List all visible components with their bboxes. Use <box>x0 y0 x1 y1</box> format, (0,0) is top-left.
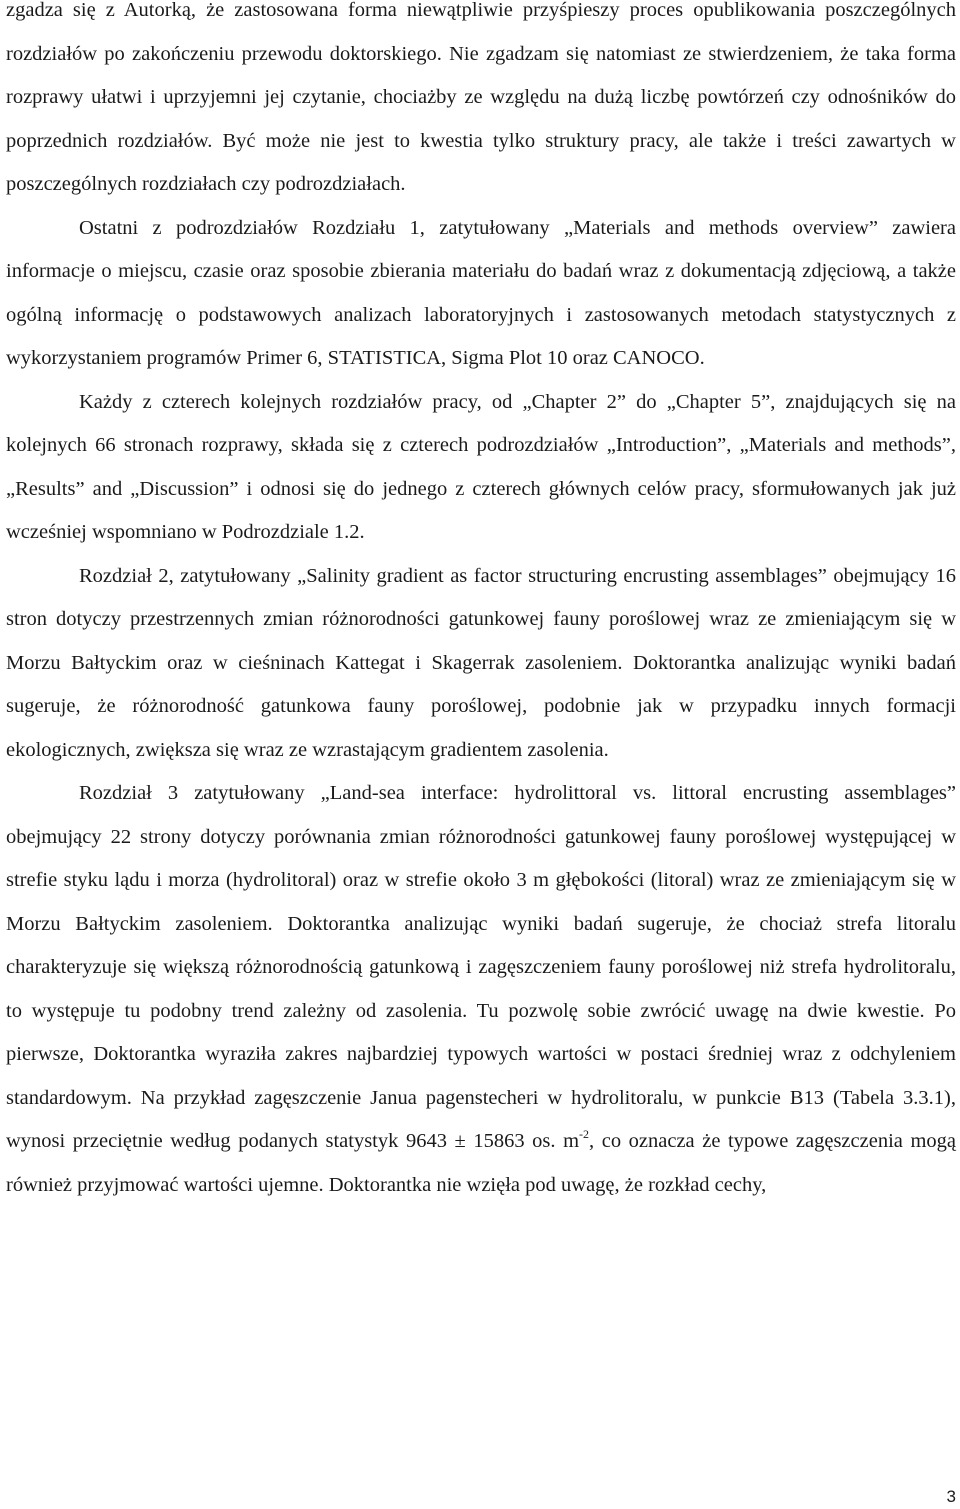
paragraph-5-text-end: , co oznacza że typowe zagęszczenia mogą również przyjmować wartości ujemne. Doktorantka nie wzięła pod uwagę, że rozkład cechy, <box>6 1130 956 1196</box>
document-page <box>6 0 956 1207</box>
paragraph-2: Ostatni z podrozdziałów Rozdziału 1, zatytułowany „Materials and methods overview” zawiera informacje o miejscu, czasie oraz sposobie zbierania materiału do badań wraz z dokumentacją zdjęciową, a także ogólną informację o podstawowych analizach laboratoryjnych i zastosowanych metodach statystycznych z wykorzystaniem programów Primer 6, STATISTICA, Sigma Plot 10 oraz CANOCO. <box>6 216 956 369</box>
paragraph-5 <box>6 772 956 1207</box>
paragraph-4: Rozdział 2, zatytułowany „Salinity gradient as factor structuring encrusting assemblages” obejmujący 16 stron dotyczy przestrzennych zmian różnorodności gatunkowej fauny poroślowej wraz ze zmieniającym się w Morzu Bałtyckim oraz w cieśninach Kattegat i Skagerrak zasoleniem. Doktorantka analizując wyniki badań sugeruje, że różnorodność gatunkowa fauny poroślowej, podobnie jak w przypadku innych formacji ekologicznych, zwiększa się wraz ze wzrastającym gradientem zasolenia. <box>6 564 956 761</box>
paragraph-1: zgadza się z Autorką, że zastosowana forma niewątpliwie przyśpieszy proces opublikowania poszczególnych rozdziałów po zakończeniu przewodu doktorskiego. Nie zgadzam się natomiast ze stwierdzeniem, że taka forma rozprawy ułatwi i uprzyjemni jej czytanie, chociażby ze względu na dużą liczbę powtórzeń czy odnośników do poprzednich rozdziałów. Być może nie jest to kwestia tylko struktury pracy, ale także i treści zawartych w poszczególnych rozdziałach czy podrozdziałach. <box>6 0 956 195</box>
paragraph-5-text-start: Rozdział 3 zatytułowany „Land-sea interface: hydrolittoral vs. littoral encrusting assemblages” obejmujący 22 strony dotyczy porównania zmian różnorodności gatunkowej fauny poroślowej występującej w strefie styku lądu i morza (hydrolitoral) oraz w strefie około 3 m głębokości (litoral) wraz ze zmieniającym się w Morzu Bałtyckim zasoleniem. Doktorantka analizując wyniki badań sugeruje, że chociaż strefa litoralu charakteryzuje się większą różnorodnością gatunkową i zagęszczeniem fauny poroślowej niż strefa hydrolitoralu, to występuje tu podobny trend zależny od zasolenia. Tu pozwolę sobie zwrócić uwagę na dwie kwestie. Po pierwsze, Doktorantka wyraziła zakres najbardziej typowych wartości w postaci średniej wraz z odchyleniem standardowym. Na przykład zagęszczenie Janua pagenstecheri w hydrolitoralu, w punkcie B13 (Tabela 3.3.1), wynosi przeciętnie według podanych statystyk 9643 ± 15863 os. m <box>6 782 956 1152</box>
exponent: -2 <box>579 1127 590 1141</box>
page-number: 3 <box>946 1487 956 1506</box>
paragraph-3: Każdy z czterech kolejnych rozdziałów pracy, od „Chapter 2” do „Chapter 5”, znajdujących się na kolejnych 66 stronach rozprawy, składa się z czterech podrozdziałów „Introduction”, „Materials and methods”, „Results” and „Discussion” i odnosi się do jednego z czterech głównych celów pracy, sformułowanych jak już wcześniej wspomniano w Podrozdziale 1.2. <box>6 390 956 543</box>
